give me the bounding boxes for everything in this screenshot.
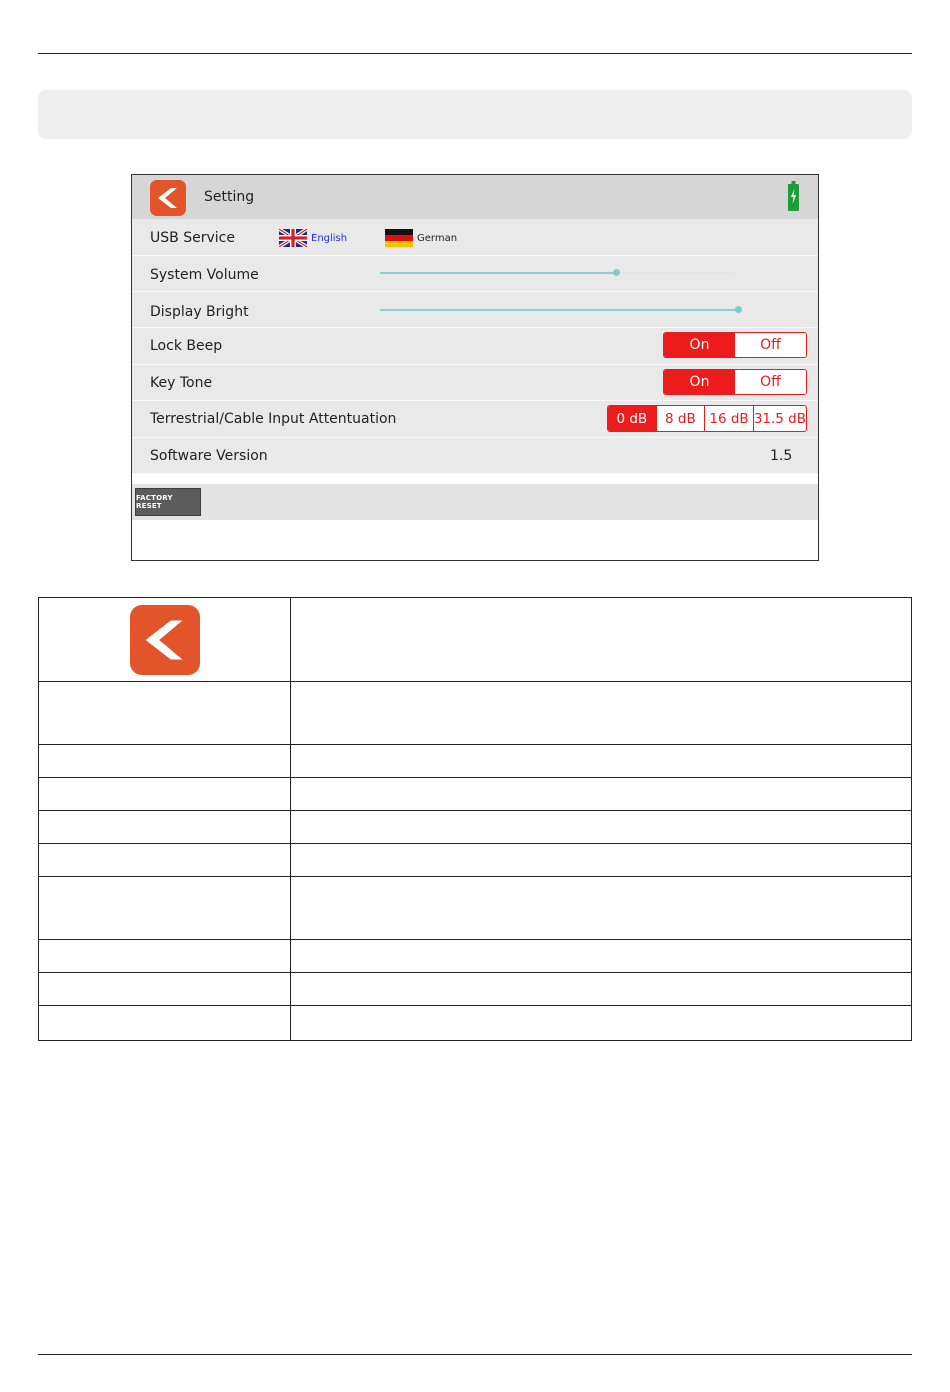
- table-cell: [39, 778, 291, 811]
- system-volume-row: [132, 256, 818, 292]
- battery-icon: [788, 181, 799, 211]
- attenuation-option-0db[interactable]: 0 dB: [608, 406, 656, 431]
- table-cell: [291, 811, 912, 844]
- back-arrow-icon: [150, 180, 186, 216]
- software-version-row: [132, 438, 818, 474]
- factory-reset-bar: [132, 484, 818, 520]
- table-cell: [39, 973, 291, 1006]
- table-cell: [291, 844, 912, 877]
- table-row: [39, 778, 912, 811]
- table-cell: [39, 1006, 291, 1041]
- table-cell: [291, 778, 912, 811]
- lock-beep-on-button[interactable]: On: [664, 333, 735, 357]
- factory-reset-button[interactable]: FACTORY RESET: [135, 488, 201, 516]
- system-volume-label: System Volume: [150, 267, 259, 283]
- display-bright-row: [132, 292, 818, 328]
- display-bright-track[interactable]: [380, 309, 738, 311]
- attenuation-option-31-5db[interactable]: 31.5 dB: [753, 406, 806, 431]
- key-tone-toggle[interactable]: [663, 369, 807, 395]
- table-cell: [39, 682, 291, 745]
- settings-screen: [131, 174, 819, 561]
- table-cell: [291, 598, 912, 682]
- key-tone-on-button[interactable]: On: [664, 370, 735, 394]
- system-volume-track[interactable]: [380, 272, 616, 274]
- table-row: [39, 844, 912, 877]
- page-title: Setting: [204, 189, 255, 205]
- germany-flag-icon: [385, 229, 413, 247]
- table-row: [39, 598, 912, 682]
- display-bright-thumb[interactable]: [735, 306, 742, 313]
- table-row: [39, 811, 912, 844]
- table-cell: [39, 844, 291, 877]
- key-tone-row: [132, 365, 818, 401]
- table-row: [39, 877, 912, 940]
- section-heading-bar: [38, 90, 912, 139]
- lock-beep-label: Lock Beep: [150, 338, 223, 354]
- attenuation-label: Terrestrial/Cable Input Attentuation: [150, 411, 397, 427]
- attenuation-selector[interactable]: [607, 405, 807, 432]
- lock-beep-toggle[interactable]: [663, 332, 807, 358]
- table-cell: [291, 745, 912, 778]
- table-row: [39, 973, 912, 1006]
- table-row: [39, 682, 912, 745]
- back-arrow-icon: [130, 605, 200, 675]
- display-bright-label: Display Bright: [150, 304, 249, 320]
- key-tone-label: Key Tone: [150, 375, 213, 391]
- table-cell: [291, 877, 912, 940]
- table-cell-icon: [39, 598, 291, 682]
- key-tone-off-button[interactable]: Off: [735, 370, 806, 394]
- lock-beep-off-button[interactable]: Off: [735, 333, 806, 357]
- system-volume-thumb[interactable]: [613, 269, 620, 276]
- table-cell: [39, 811, 291, 844]
- attenuation-row: [132, 401, 818, 438]
- table-row: [39, 940, 912, 973]
- table-cell: [291, 682, 912, 745]
- language-german-label: German: [417, 232, 458, 244]
- bottom-rule: [38, 1354, 912, 1355]
- back-button[interactable]: [150, 180, 186, 216]
- language-english-option[interactable]: [279, 229, 347, 247]
- attenuation-option-8db[interactable]: 8 dB: [656, 406, 705, 431]
- language-english-label: English: [311, 232, 348, 244]
- settings-header: [132, 175, 818, 219]
- table-cell: [39, 877, 291, 940]
- table-cell: [291, 1006, 912, 1041]
- table-row: [39, 1006, 912, 1041]
- software-version-value: 1.5: [770, 448, 793, 464]
- table-cell: [39, 745, 291, 778]
- table-cell: [39, 940, 291, 973]
- usb-service-row: [132, 219, 818, 256]
- language-german-option[interactable]: [385, 229, 457, 247]
- table-cell: [291, 940, 912, 973]
- usb-service-label: USB Service: [150, 230, 235, 246]
- software-version-label: Software Version: [150, 448, 268, 464]
- table-row: [39, 745, 912, 778]
- uk-flag-icon: [279, 229, 307, 247]
- table-cell: [291, 973, 912, 1006]
- lock-beep-row: [132, 328, 818, 365]
- attenuation-option-16db[interactable]: 16 dB: [704, 406, 753, 431]
- top-rule: [38, 53, 912, 54]
- description-table: [38, 597, 912, 1041]
- system-volume-track-rest: [617, 272, 735, 273]
